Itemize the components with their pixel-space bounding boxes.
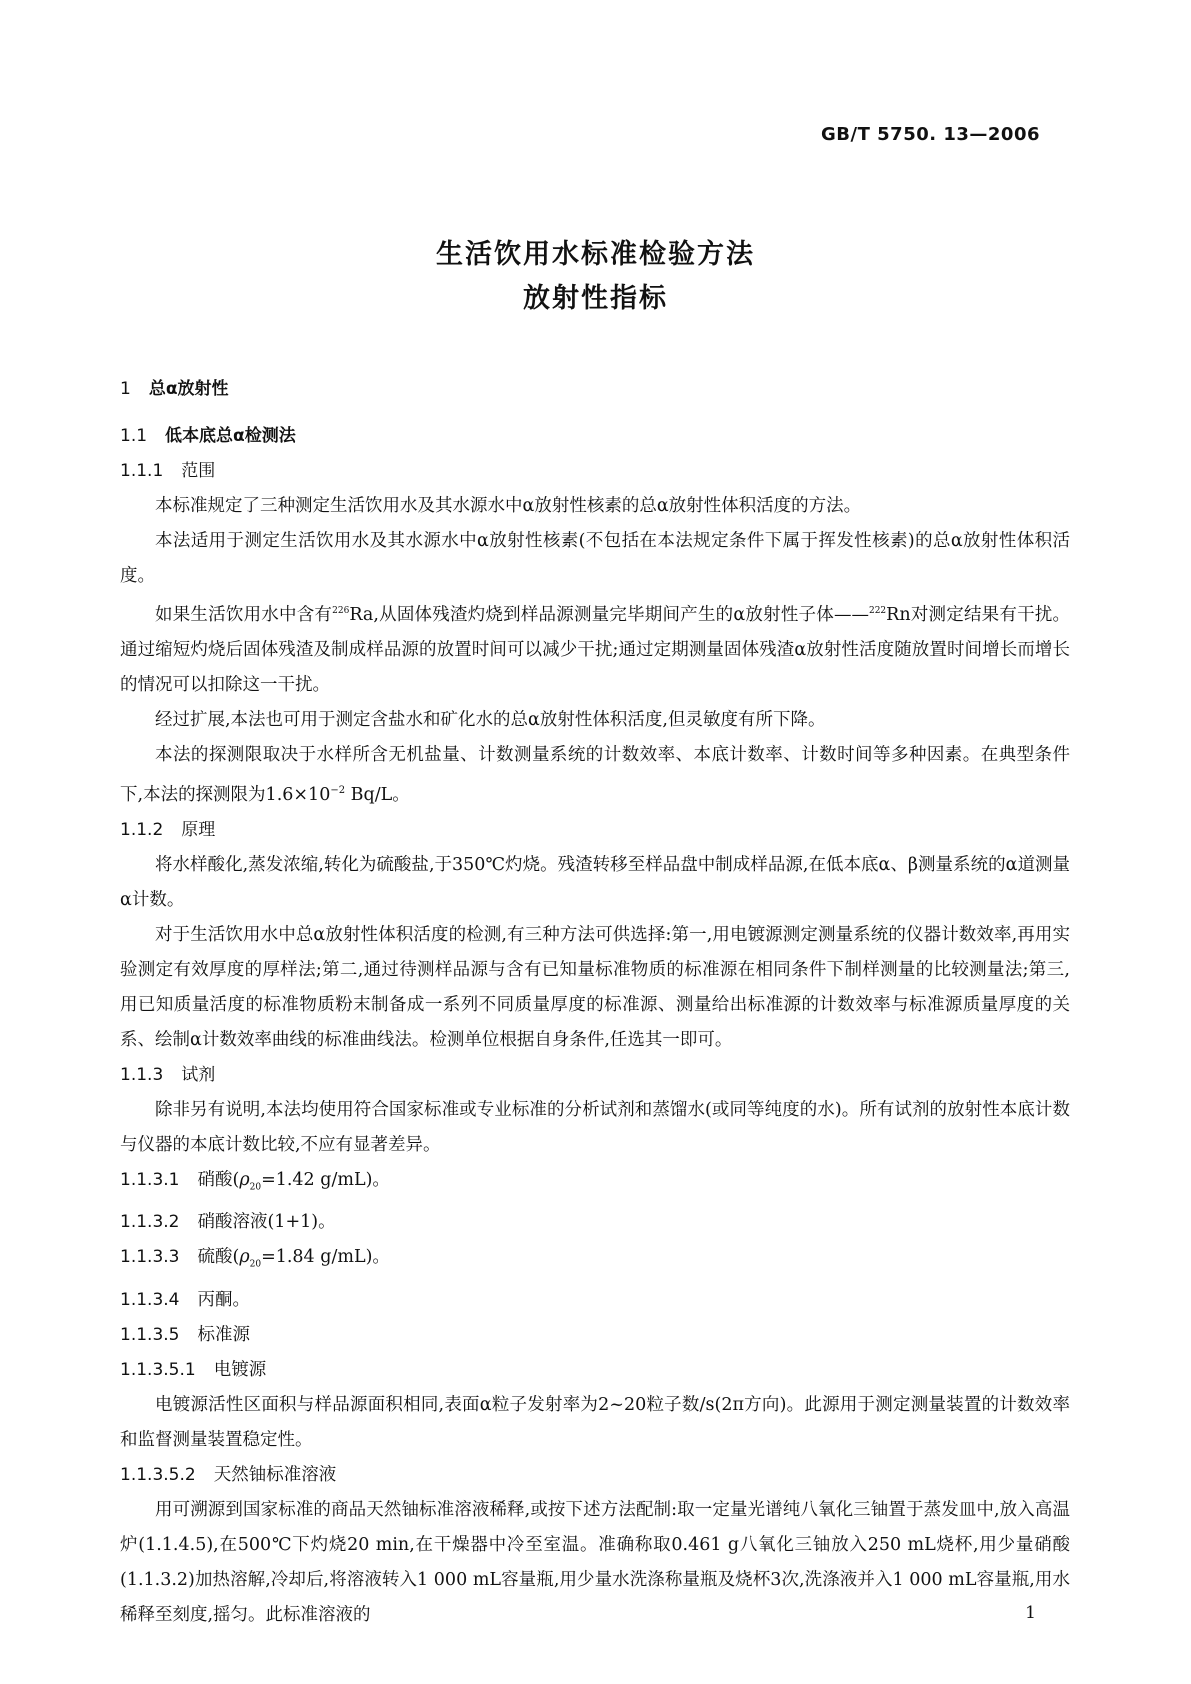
paragraph: 如果生活饮用水中含有$^{226}$Ra,从固体残渣灼烧到样品源测量完毕期间产生的α放射性子体——$^{222}$Rn对测定结果有干扰。通过缩短灼烧后固体残渣及制成样品源的放置时间可以减少干扰;通过定期测量固体残渣α放射性活度随放置时间增长而增长的情况可以扣除这一干扰。 — [120, 604, 1071, 695]
paragraph: 本标准规定了三种测定生活饮用水及其水源水中α放射性核素的总α放射性体积活度的方法。 — [155, 496, 862, 516]
document-body — [120, 372, 1070, 1633]
section-heading-1 — [120, 372, 1070, 407]
page-number: 1 — [1025, 1603, 1036, 1623]
paragraph: 本法适用于测定生活饮用水及其水源水中α放射性核素(不包括在本法规定条件下属于挥发性核素)的总α放射性体积活度。 — [120, 531, 1070, 586]
paragraph: 电镀源活性区面积与样品源面积相同,表面α粒子发射率为2~20粒子数/s(2π方向)。此源用于测定测量装置的计数效率和监督测量装置稳定性。 — [120, 1394, 1070, 1450]
item-number: 1.1.3.3 — [120, 1247, 180, 1268]
section-heading-1-1-2 — [120, 813, 1070, 848]
section-number: 1 — [120, 379, 131, 399]
standard-code: GB/T 5750. 13—2006 — [821, 124, 1040, 145]
section-heading-1-1-1 — [120, 454, 1070, 489]
item-number: 1.1.3.5 — [120, 1324, 180, 1345]
section-title: 低本底总α检测法 — [165, 426, 296, 446]
paragraph: 除非另有说明,本法均使用符合国家标准或专业标准的分析试剂和蒸馏水(或同等纯度的水)。所有试剂的放射性本底计数与仪器的本底计数比较,不应有显著差异。 — [120, 1099, 1070, 1155]
item-number: 1.1.3.1 — [120, 1169, 180, 1190]
reagent-item: 1.1.3.3 硫酸($\rho_{20}=1.84$ g/mL)。 — [120, 1240, 1070, 1283]
section-title: 试剂 — [181, 1064, 216, 1085]
paragraph: 本法的探测限取决于水样所含无机盐量、计数测量系统的计数效率、本底计数率、计数时间等多种因素。在典型条件下,本法的探测限为$1.6\times 10^{-2}$ Bq/L。 — [120, 744, 1070, 805]
section-heading-1-1-3 — [120, 1058, 1070, 1093]
paragraph: 用可溯源到国家标准的商品天然铀标准溶液稀释,或按下述方法配制:取一定量光谱纯八氧化三铀置于蒸发皿中,放入高温炉(1.1.4.5),在500℃下灼烧20 min,在干燥器中冷至室温。准确称取0.461 g八氧化三铀放入250 mL烧杯,用少量硝酸(1.1.3.2)加热溶解,冷却后,将溶液转入1 000 mL容量瓶,用少量水洗涤称量瓶及烧杯3次,洗涤液并入1 000 mL容量瓶,用水稀释至刻度,摇匀。此标准溶液的 — [120, 1499, 1070, 1625]
document-title: 生活饮用水标准检验方法 — [436, 239, 755, 270]
reagent-item: 1.1.3.5.1 电镀源 — [120, 1353, 1070, 1388]
section-heading-1-1 — [120, 419, 1070, 454]
section-number: 1.1 — [120, 426, 148, 446]
section-title: 总α放射性 — [148, 379, 229, 399]
section-number: 1.1.2 — [120, 819, 164, 840]
item-number: 1.1.3.4 — [120, 1289, 180, 1310]
reagent-item: 1.1.3.4 丙酮。 — [120, 1283, 1070, 1318]
paragraph: 将水样酸化,蒸发浓缩,转化为硫酸盐,于350℃灼烧。残渣转移至样品盘中制成样品源,在低本底α、β测量系统的α道测量α计数。 — [120, 854, 1070, 910]
reagent-item: 1.1.3.1 硝酸($\rho_{20}=1.42$ g/mL)。 — [120, 1163, 1070, 1206]
reagent-item: 1.1.3.2 硝酸溶液(1+1)。 — [120, 1205, 1070, 1240]
item-number: 1.1.3.2 — [120, 1212, 180, 1233]
section-title: 范围 — [181, 461, 216, 481]
document-subtitle: 放射性指标 — [523, 283, 668, 314]
item-number: 1.1.3.5.1 — [120, 1359, 196, 1380]
reagent-item: 1.1.3.5 标准源 — [120, 1318, 1070, 1353]
section-number: 1.1.1 — [120, 461, 164, 481]
item-number: 1.1.3.5.2 — [120, 1464, 196, 1485]
reagent-item: 1.1.3.5.2 天然铀标准溶液 — [120, 1458, 1070, 1493]
paragraph: 对于生活饮用水中总α放射性体积活度的检测,有三种方法可供选择:第一,用电镀源测定测量系统的仪器计数效率,再用实验测定有效厚度的厚样法;第二,通过待测样品源与含有已知量标准物质的标准源在相同条件下制样测量的比较测量法;第三,用已知质量活度的标准物质粉末制备成一系列不同质量厚度的标准源、测量给出标准源的计数效率与标准源质量厚度的关系、绘制α计数效率曲线的标准曲线法。检测单位根据自身条件,任选其一即可。 — [120, 924, 1070, 1050]
paragraph: 经过扩展,本法也可用于测定含盐水和矿化水的总α放射性体积活度,但灵敏度有所下降。 — [155, 709, 826, 730]
section-title: 原理 — [181, 819, 216, 840]
section-number: 1.1.3 — [120, 1064, 164, 1085]
